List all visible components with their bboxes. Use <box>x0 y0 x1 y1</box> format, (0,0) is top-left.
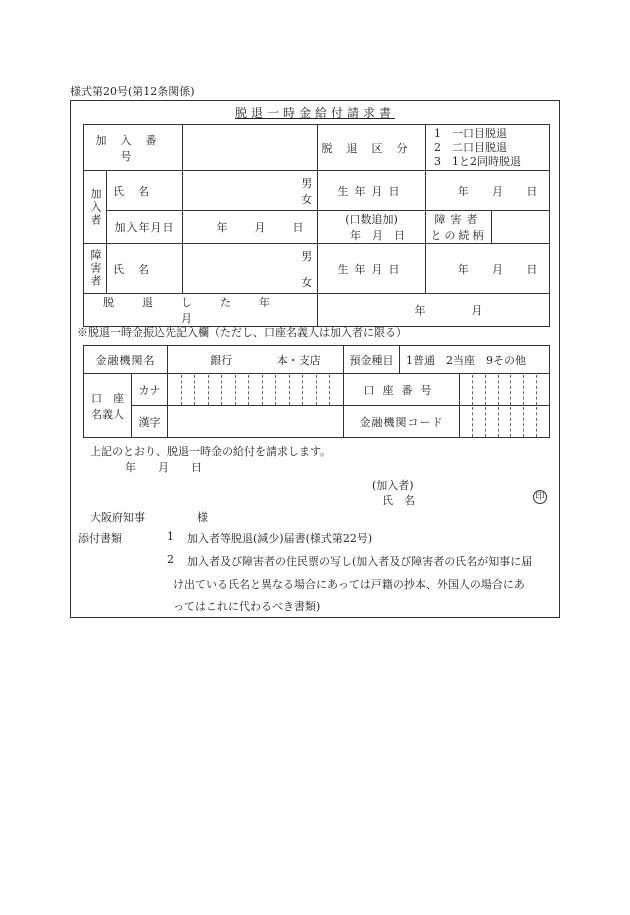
join-date-field[interactable] <box>183 211 318 244</box>
join-year: 年 <box>216 221 228 234</box>
member-birth-label: 生年月日 <box>318 171 426 211</box>
seal-mark: 印 <box>533 490 547 504</box>
attachment-2-line-2: け出ている氏名と異なる場合にあっては戸籍の抄本、外国人の場合にあ <box>173 578 525 591</box>
withdrawal-option-1[interactable]: 1 一口目脱退 <box>434 126 508 140</box>
institution-field[interactable] <box>168 346 344 374</box>
member-number-field[interactable] <box>183 125 318 171</box>
account-number-label: 口座番号 <box>344 374 460 406</box>
holder-label: 口 座 名義人 <box>84 374 132 438</box>
member-gender-female[interactable]: 女 <box>301 192 313 206</box>
form-number: 様式第20号(第12条関係) <box>70 85 195 98</box>
unit-add-cell[interactable] <box>318 211 426 244</box>
applicant-role: (加入者) <box>372 479 414 492</box>
branch-suffix: 本・支店 <box>276 353 321 367</box>
member-gender-male[interactable]: 男 <box>301 176 313 190</box>
disabled-gender[interactable] <box>297 244 318 294</box>
kanji-field[interactable] <box>168 406 344 438</box>
relation-field[interactable] <box>492 211 550 244</box>
form-title: 脱退一時金給付請求書 <box>234 106 395 120</box>
join-month: 月 <box>254 221 266 234</box>
disabled-name-label: 氏名 <box>107 244 183 294</box>
kana-field[interactable] <box>168 374 344 406</box>
unit-add-label: (口数追加) <box>345 213 398 226</box>
withdrawal-option-2[interactable]: 2 二口目脱退 <box>434 140 508 154</box>
bank-table <box>83 345 550 438</box>
institution-code-label: 金融機関コード <box>344 406 460 438</box>
attachment-2-no: 2 <box>167 553 174 566</box>
kana-label: カナ <box>132 374 168 406</box>
account-number-field[interactable] <box>460 374 550 406</box>
member-side-label: 加入者 <box>84 171 107 244</box>
withdraw-year: 年 <box>414 304 426 317</box>
withdrawal-type-options[interactable] <box>426 125 550 171</box>
member-birth-field[interactable] <box>426 171 550 211</box>
applicant-table <box>83 124 550 327</box>
disabled-name-field[interactable] <box>183 244 297 294</box>
disabled-gender-female[interactable]: 女 <box>301 275 313 289</box>
member-birth-year: 年 <box>457 184 469 198</box>
bank-suffix: 銀行 <box>210 353 233 367</box>
institution-label: 金融機関名 <box>84 346 168 374</box>
member-name-label: 氏名 <box>107 171 183 211</box>
bank-note: ※脱退一時金振込先記入欄（ただし、口座名義人は加入者に限る） <box>77 326 407 339</box>
withdrawal-option-3[interactable]: 3 1と2同時脱退 <box>434 154 522 168</box>
request-date: 年 月 日 <box>125 461 202 474</box>
withdraw-date-label: 脱退した年月 <box>84 294 318 327</box>
join-date-label: 加入年月日 <box>107 211 183 244</box>
disabled-birth-month: 月 <box>492 262 504 276</box>
attachment-1-no: 1 <box>167 530 174 543</box>
unit-add-date: 年 月 日 <box>350 229 406 242</box>
addressee: 大阪府知事 <box>90 511 145 524</box>
deposit-type-label: 預金種目 <box>344 346 400 374</box>
withdraw-month: 月 <box>471 304 483 317</box>
member-gender[interactable] <box>297 171 318 211</box>
member-name-field[interactable] <box>183 171 297 211</box>
kanji-label: 漢字 <box>132 406 168 438</box>
institution-code-field[interactable] <box>460 406 550 438</box>
attachment-1: 加入者等脱退(減少)届書(様式第22号) <box>187 532 373 545</box>
disabled-side-label: 障害者 <box>84 244 107 294</box>
member-birth-day: 日 <box>526 184 538 198</box>
attachment-2-line-1: 加入者及び障害者の住民票の写し(加入者及び障害者の氏名が知事に届 <box>187 555 533 568</box>
withdrawal-type-label: 脱退区分 <box>318 125 426 171</box>
request-statement: 上記のとおり、脱退一時金の給付を請求します。 <box>90 445 332 458</box>
deposit-type-options[interactable]: 1普通 2当座 9その他 <box>400 346 550 374</box>
attachment-2-line-3: ってはこれに代わるべき書類) <box>173 600 321 613</box>
disabled-birth-year: 年 <box>457 262 469 276</box>
relation-label: 障害者 との続柄 <box>426 211 492 244</box>
member-number-label: 加入番号 <box>84 125 183 171</box>
applicant-name-label: 氏 名 <box>382 494 415 507</box>
withdraw-date-field[interactable] <box>318 294 550 327</box>
disabled-birth-label: 生年月日 <box>318 244 426 294</box>
join-day: 日 <box>292 221 304 234</box>
member-birth-month: 月 <box>492 184 504 198</box>
disabled-birth-field[interactable] <box>426 244 550 294</box>
addressee-honorific: 様 <box>197 511 208 524</box>
disabled-birth-day: 日 <box>526 262 538 276</box>
disabled-gender-male[interactable]: 男 <box>301 249 313 263</box>
attachments-label: 添付書類 <box>78 532 122 545</box>
